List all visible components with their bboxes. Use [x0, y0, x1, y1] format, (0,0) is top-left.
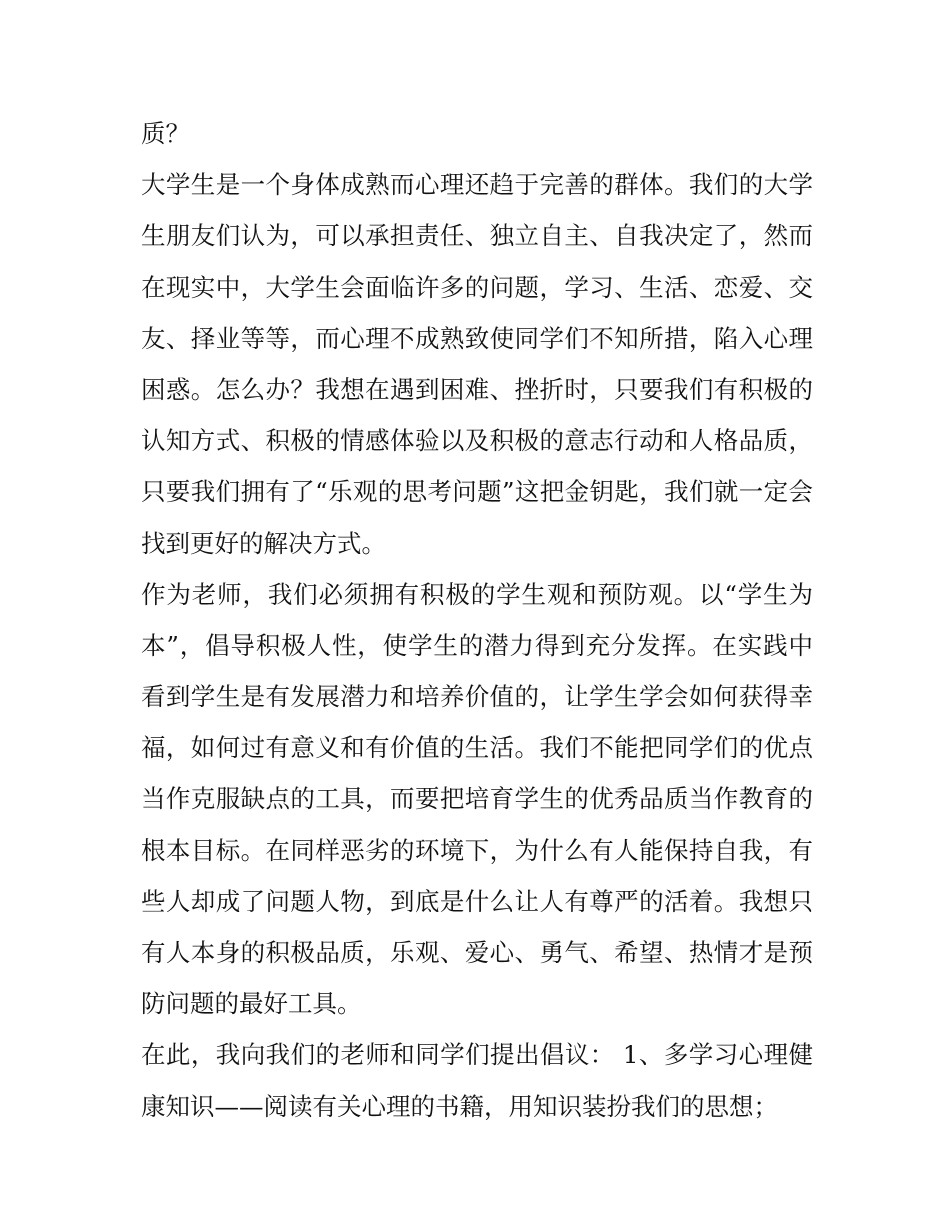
text-line: 些人却成了问题人物，到底是什么让人有尊严的活着。我想只: [141, 886, 813, 916]
text-line: 找到更好的解决方式。: [141, 528, 386, 558]
text-line: 本”，倡导积极人性，使学生的潜力得到充分发挥。在实践中: [141, 630, 813, 660]
text-line: 有人本身的积极品质，乐观、爱心、勇气、希望、热情才是预: [141, 938, 813, 967]
body-text: [141, 108, 813, 1132]
text-line: 在现实中，大学生会面临许多的问题，学习、生活、恋爱、交: [141, 272, 813, 302]
text-line: 根本目标。在同样恶劣的环境下，为什么有人能保持自我，有: [141, 835, 813, 865]
text-line: 友、择业等等，而心理不成熟致使同学们不知所措，陷入心理: [141, 323, 813, 353]
text-line: 康知识——阅读有关心理的书籍，用知识装扮我们的思想；: [141, 1091, 778, 1121]
text-line: 生朋友们认为，可以承担责任、独立自主、自我决定了，然而: [141, 221, 813, 251]
text-line: 当作克服缺点的工具，而要把培育学生的优秀品质当作教育的: [141, 784, 813, 814]
text-line: 福，如何过有意义和有价值的生活。我们不能把同学们的优点: [141, 733, 813, 763]
text-line: 防问题的最好工具。: [141, 989, 362, 1019]
text-line: 作为老师，我们必须拥有积极的学生观和预防观。以“学生为: [141, 579, 813, 609]
text-line: 只要我们拥有了“乐观的思考问题”这把金钥匙，我们就一定会: [141, 477, 813, 507]
text-line: 大学生是一个身体成熟而心理还趋于完善的群体。我们的大学: [141, 170, 813, 200]
text-line: 困惑。怎么办？我想在遇到困难、挫折时，只要我们有积极的: [141, 374, 813, 404]
text-line: 质？: [141, 119, 190, 148]
text-line: 认知方式、积极的情感体验以及积极的意志行动和人格品质，: [141, 426, 813, 456]
text-line: 在此，我向我们的老师和同学们提出倡议： 1、多学习心理健: [141, 1040, 813, 1070]
text-line: 看到学生是有发展潜力和培养价值的，让学生学会如何获得幸: [141, 682, 813, 712]
